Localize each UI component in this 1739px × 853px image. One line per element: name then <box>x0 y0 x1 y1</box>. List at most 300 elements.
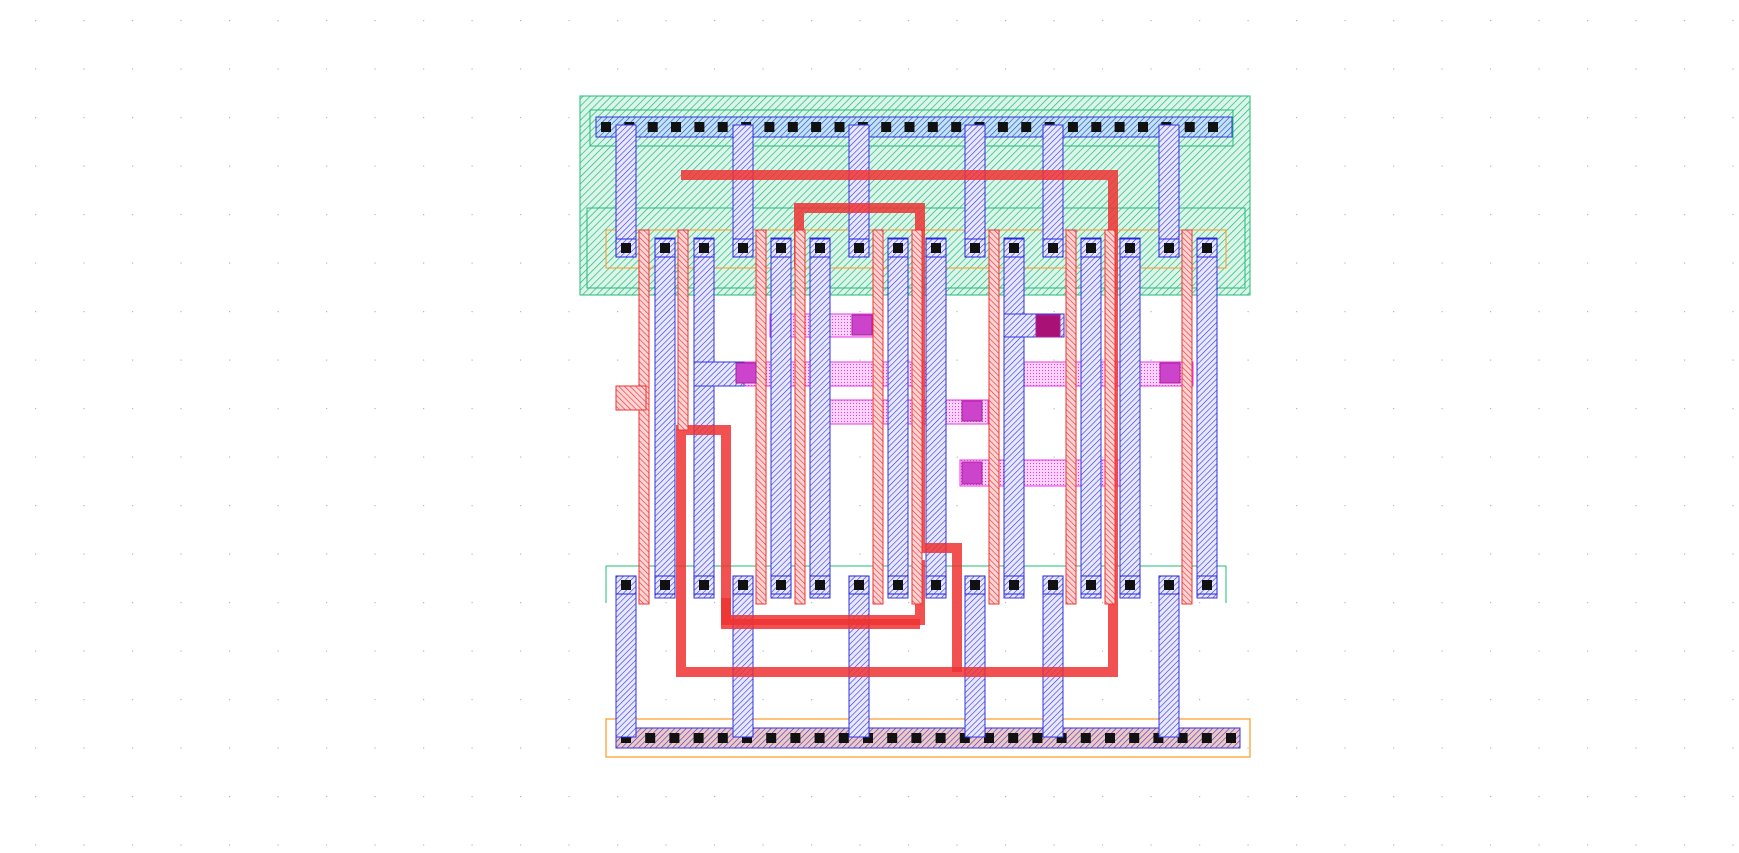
grid-dot <box>84 408 85 409</box>
grid-dot <box>1636 360 1637 361</box>
grid-dot <box>472 505 473 506</box>
grid-dot <box>1587 20 1588 21</box>
grid-dot <box>181 214 182 215</box>
diffusion-contact <box>776 580 786 590</box>
metal1-vdd-tap-3 <box>849 125 869 247</box>
grid-dot <box>1151 845 1152 846</box>
diffusion-contact <box>815 243 825 253</box>
grid-dot <box>423 457 424 458</box>
grid-dot <box>1393 263 1394 264</box>
grid-dot <box>1539 602 1540 603</box>
metal1-net-3 <box>771 238 791 598</box>
grid-dot <box>666 699 667 700</box>
grid-dot <box>1684 505 1685 506</box>
grid-dot <box>1636 20 1637 21</box>
grid-dot <box>1199 69 1200 70</box>
grid-dot <box>375 796 376 797</box>
grid-dot <box>1539 505 1540 506</box>
grid-dot <box>1636 699 1637 700</box>
grid-dot <box>908 651 909 652</box>
grid-dot <box>1102 360 1103 361</box>
grid-dot <box>472 457 473 458</box>
via-4 <box>1160 363 1180 383</box>
grid-dot <box>1151 505 1152 506</box>
grid-dot <box>229 69 230 70</box>
grid-dot <box>84 117 85 118</box>
grid-dot <box>1490 699 1491 700</box>
grid-dot <box>35 360 36 361</box>
grid-dot <box>35 602 36 603</box>
grid-dot <box>1490 311 1491 312</box>
grid-dot <box>326 651 327 652</box>
poly-gate-7 <box>989 230 999 604</box>
grid-dot <box>84 699 85 700</box>
metal1-vdd-tap-2 <box>733 125 753 247</box>
grid-dot <box>1102 554 1103 555</box>
grid-dot <box>423 748 424 749</box>
gnd-contact <box>645 733 655 743</box>
grid-dot <box>763 69 764 70</box>
vdd-contact <box>764 122 774 132</box>
grid-dot <box>1636 505 1637 506</box>
grid-dot <box>1393 845 1394 846</box>
grid-dot <box>1733 796 1734 797</box>
grid-dot <box>1248 20 1249 21</box>
grid-dot <box>1393 20 1394 21</box>
grid-dot <box>229 166 230 167</box>
grid-dot <box>132 651 133 652</box>
grid-dot <box>423 651 424 652</box>
grid-dot <box>1393 117 1394 118</box>
grid-dot <box>375 699 376 700</box>
grid-dot <box>1054 408 1055 409</box>
grid-dot <box>229 20 230 21</box>
grid-dot <box>520 408 521 409</box>
via-1 <box>852 315 872 335</box>
diffusion-contact <box>970 243 980 253</box>
grid-dot <box>326 457 327 458</box>
grid-dot <box>569 311 570 312</box>
grid-dot <box>1248 602 1249 603</box>
grid-dot <box>763 796 764 797</box>
grid-dot <box>1733 748 1734 749</box>
grid-dot <box>1539 748 1540 749</box>
grid-dot <box>1054 311 1055 312</box>
grid-dot <box>375 748 376 749</box>
grid-dot <box>84 505 85 506</box>
grid-dot <box>472 554 473 555</box>
grid-dot <box>84 554 85 555</box>
grid-dot <box>1539 796 1540 797</box>
grid-dot <box>181 845 182 846</box>
grid-dot <box>1442 796 1443 797</box>
metal1-gnd-tap-6 <box>1159 585 1179 737</box>
grid-dot <box>1587 263 1588 264</box>
grid-dot <box>1296 457 1297 458</box>
grid-dot <box>181 408 182 409</box>
poly-gate-3 <box>756 230 766 604</box>
grid-dot <box>666 845 667 846</box>
grid-dot <box>1054 796 1055 797</box>
grid-dot <box>181 117 182 118</box>
grid-dot <box>1587 166 1588 167</box>
grid-dot <box>1248 845 1249 846</box>
grid-dot <box>1684 554 1685 555</box>
grid-dot <box>1102 20 1103 21</box>
grid-dot <box>1393 457 1394 458</box>
grid-dot <box>423 360 424 361</box>
diffusion-contact <box>1009 580 1019 590</box>
gnd-contact <box>790 733 800 743</box>
grid-dot <box>229 699 230 700</box>
grid-dot <box>423 845 424 846</box>
grid-dot <box>1102 69 1103 70</box>
diffusion-contact <box>738 580 748 590</box>
grid-dot <box>229 311 230 312</box>
grid-dot <box>1490 651 1491 652</box>
diffusion-contact <box>1125 580 1135 590</box>
grid-dot <box>132 554 133 555</box>
grid-dot <box>132 117 133 118</box>
grid-dot <box>1490 845 1491 846</box>
poly-gate-9 <box>1105 230 1115 604</box>
grid-dot <box>1296 505 1297 506</box>
grid-dot <box>1636 117 1637 118</box>
grid-dot <box>132 69 133 70</box>
grid-dot <box>1684 311 1685 312</box>
diffusion-contact <box>970 580 980 590</box>
poly-gate-2 <box>678 230 688 430</box>
gnd-contact <box>887 733 897 743</box>
grid-dot <box>1442 263 1443 264</box>
grid-dot <box>1296 748 1297 749</box>
grid-dot <box>1199 796 1200 797</box>
grid-dot <box>908 602 909 603</box>
grid-dot <box>1490 263 1491 264</box>
grid-dot <box>423 69 424 70</box>
grid-dot <box>1151 602 1152 603</box>
grid-dot <box>1102 505 1103 506</box>
gnd-contact <box>815 733 825 743</box>
grid-dot <box>229 845 230 846</box>
grid-dot <box>423 554 424 555</box>
metal1-net-1 <box>655 238 675 598</box>
grid-dot <box>520 360 521 361</box>
grid-dot <box>714 845 715 846</box>
grid-dot <box>1587 651 1588 652</box>
diffusion-contact <box>1086 580 1096 590</box>
diffusion-contact <box>699 243 709 253</box>
grid-dot <box>1054 845 1055 846</box>
grid-dot <box>1539 311 1540 312</box>
grid-dot <box>326 796 327 797</box>
grid-dot <box>1296 602 1297 603</box>
grid-dot <box>1442 69 1443 70</box>
grid-dot <box>472 651 473 652</box>
metal1-net-8 <box>1081 238 1101 598</box>
grid-dot <box>1587 214 1588 215</box>
diffusion-contact <box>1009 243 1019 253</box>
grid-dot <box>1005 602 1006 603</box>
diffusion-contact <box>1086 243 1096 253</box>
grid-dot <box>1296 360 1297 361</box>
grid-dot <box>423 166 424 167</box>
grid-dot <box>229 505 230 506</box>
grid-dot <box>1102 699 1103 700</box>
grid-dot <box>1636 651 1637 652</box>
vdd-contact <box>811 122 821 132</box>
grid-dot <box>1442 457 1443 458</box>
grid-dot <box>1539 166 1540 167</box>
grid-dot <box>714 69 715 70</box>
grid-dot <box>1054 69 1055 70</box>
grid-dot <box>1539 360 1540 361</box>
grid-dot <box>1151 69 1152 70</box>
grid-dot <box>957 505 958 506</box>
grid-dot <box>617 845 618 846</box>
grid-dot <box>229 796 230 797</box>
grid-dot <box>1442 311 1443 312</box>
grid-dot <box>1684 360 1685 361</box>
grid-dot <box>1054 457 1055 458</box>
diffusion-contact <box>931 243 941 253</box>
grid-dot <box>957 69 958 70</box>
grid-dot <box>957 699 958 700</box>
grid-dot <box>35 699 36 700</box>
grid-dot <box>520 69 521 70</box>
metal1-net-7 <box>1004 238 1024 598</box>
grid-dot <box>1490 505 1491 506</box>
grid-dot <box>1393 311 1394 312</box>
grid-dot <box>1345 69 1346 70</box>
grid-dot <box>520 796 521 797</box>
grid-dot <box>229 263 230 264</box>
grid-dot <box>1733 360 1734 361</box>
grid-dot <box>1199 651 1200 652</box>
grid-dot <box>1442 20 1443 21</box>
metal1-gnd-tap-3 <box>849 585 869 737</box>
grid-dot <box>1151 554 1152 555</box>
grid-dot <box>326 602 327 603</box>
grid-dot <box>1199 845 1200 846</box>
grid-dot <box>423 20 424 21</box>
grid-dot <box>1248 796 1249 797</box>
grid-dot <box>908 20 909 21</box>
grid-dot <box>375 408 376 409</box>
grid-dot <box>763 651 764 652</box>
grid-dot <box>714 796 715 797</box>
grid-dot <box>1345 845 1346 846</box>
grid-dot <box>1587 699 1588 700</box>
grid-dot <box>1151 20 1152 21</box>
grid-dot <box>1490 554 1491 555</box>
grid-dot <box>423 311 424 312</box>
grid-dot <box>1393 651 1394 652</box>
grid-dot <box>1442 699 1443 700</box>
grid-dot <box>278 845 279 846</box>
grid-dot <box>520 505 521 506</box>
grid-dot <box>1005 69 1006 70</box>
grid-dot <box>569 651 570 652</box>
grid-dot <box>617 505 618 506</box>
grid-dot <box>1733 214 1734 215</box>
grid-dot <box>1587 457 1588 458</box>
grid-dot <box>1442 651 1443 652</box>
vdd-contact <box>1185 122 1195 132</box>
grid-dot <box>1442 408 1443 409</box>
grid-dot <box>811 699 812 700</box>
grid-dot <box>1296 263 1297 264</box>
grid-dot <box>1684 457 1685 458</box>
grid-dot <box>1442 554 1443 555</box>
grid-dot <box>278 311 279 312</box>
grid-dot <box>472 748 473 749</box>
grid-dot <box>1636 408 1637 409</box>
grid-dot <box>1684 602 1685 603</box>
grid-dot <box>278 20 279 21</box>
grid-dot <box>617 457 618 458</box>
grid-dot <box>181 505 182 506</box>
grid-dot <box>375 214 376 215</box>
grid-dot <box>181 20 182 21</box>
grid-dot <box>1296 408 1297 409</box>
grid-dot <box>1393 360 1394 361</box>
grid-dot <box>1345 505 1346 506</box>
grid-dot <box>35 554 36 555</box>
grid-dot <box>472 263 473 264</box>
grid-dot <box>326 505 327 506</box>
grid-dot <box>569 602 570 603</box>
poly-gate-1 <box>639 230 649 604</box>
grid-dot <box>472 602 473 603</box>
grid-dot <box>132 602 133 603</box>
grid-dot <box>229 214 230 215</box>
grid-dot <box>860 20 861 21</box>
metal1-output <box>1197 238 1217 598</box>
grid-dot <box>666 69 667 70</box>
grid-dot <box>1490 69 1491 70</box>
grid-dot <box>1733 311 1734 312</box>
grid-dot <box>1151 408 1152 409</box>
grid-dot <box>569 457 570 458</box>
grid-dot <box>1490 20 1491 21</box>
grid-dot <box>278 602 279 603</box>
grid-dot <box>35 748 36 749</box>
grid-dot <box>84 360 85 361</box>
grid-dot <box>132 263 133 264</box>
grid-dot <box>1199 602 1200 603</box>
grid-dot <box>375 117 376 118</box>
grid-dot <box>1539 263 1540 264</box>
grid-dot <box>1393 602 1394 603</box>
grid-dot <box>132 20 133 21</box>
grid-dot <box>1490 748 1491 749</box>
diffusion-contact <box>1202 243 1212 253</box>
grid-dot <box>1102 651 1103 652</box>
grid-dot <box>1248 69 1249 70</box>
grid-dot <box>1442 166 1443 167</box>
grid-dot <box>278 263 279 264</box>
grid-dot <box>1248 360 1249 361</box>
grid-dot <box>278 796 279 797</box>
grid-dot <box>520 311 521 312</box>
grid-dot <box>1393 214 1394 215</box>
gnd-rail <box>616 728 1240 748</box>
grid-dot <box>132 166 133 167</box>
grid-dot <box>423 699 424 700</box>
grid-dot <box>1490 457 1491 458</box>
grid-dot <box>1248 505 1249 506</box>
grid-dot <box>1490 214 1491 215</box>
grid-dot <box>1490 117 1491 118</box>
grid-dot <box>84 69 85 70</box>
grid-dot <box>1393 748 1394 749</box>
metal1-net-2 <box>694 238 714 598</box>
diffusion-contact <box>660 243 670 253</box>
grid-dot <box>84 214 85 215</box>
grid-dot <box>1345 263 1346 264</box>
grid-dot <box>35 20 36 21</box>
grid-dot <box>375 166 376 167</box>
grid-dot <box>1636 69 1637 70</box>
grid-dot <box>278 214 279 215</box>
grid-dot <box>181 360 182 361</box>
grid-dot <box>520 20 521 21</box>
grid-dot <box>860 69 861 70</box>
grid-dot <box>520 554 521 555</box>
grid-dot <box>1151 651 1152 652</box>
grid-dot <box>860 796 861 797</box>
vdd-contact <box>1091 122 1101 132</box>
grid-dot <box>1054 505 1055 506</box>
vdd-contact <box>998 122 1008 132</box>
grid-dot <box>35 651 36 652</box>
diffusion-contact <box>893 580 903 590</box>
vdd-contact <box>1068 122 1078 132</box>
grid-dot <box>1442 602 1443 603</box>
grid-dot <box>1199 699 1200 700</box>
grid-dot <box>375 651 376 652</box>
grid-dot <box>714 651 715 652</box>
grid-dot <box>520 845 521 846</box>
grid-dot <box>1005 651 1006 652</box>
grid-dot <box>1636 796 1637 797</box>
grid-dot <box>617 360 618 361</box>
grid-dot <box>278 505 279 506</box>
grid-dot <box>1684 69 1685 70</box>
grid-dot <box>1490 166 1491 167</box>
grid-dot <box>132 699 133 700</box>
vdd-contact <box>694 122 704 132</box>
grid-dot <box>1151 699 1152 700</box>
metal1-net-5 <box>888 238 908 598</box>
grid-dot <box>1733 408 1734 409</box>
grid-dot <box>1490 796 1491 797</box>
grid-dot <box>1636 214 1637 215</box>
grid-dot <box>181 69 182 70</box>
grid-dot <box>1636 748 1637 749</box>
grid-dot <box>278 699 279 700</box>
grid-dot <box>181 457 182 458</box>
grid-dot <box>1345 117 1346 118</box>
grid-dot <box>472 360 473 361</box>
via-6 <box>962 462 982 484</box>
grid-dot <box>423 214 424 215</box>
grid-dot <box>1636 602 1637 603</box>
grid-dot <box>1151 360 1152 361</box>
grid-dot <box>1005 845 1006 846</box>
grid-dot <box>1587 845 1588 846</box>
